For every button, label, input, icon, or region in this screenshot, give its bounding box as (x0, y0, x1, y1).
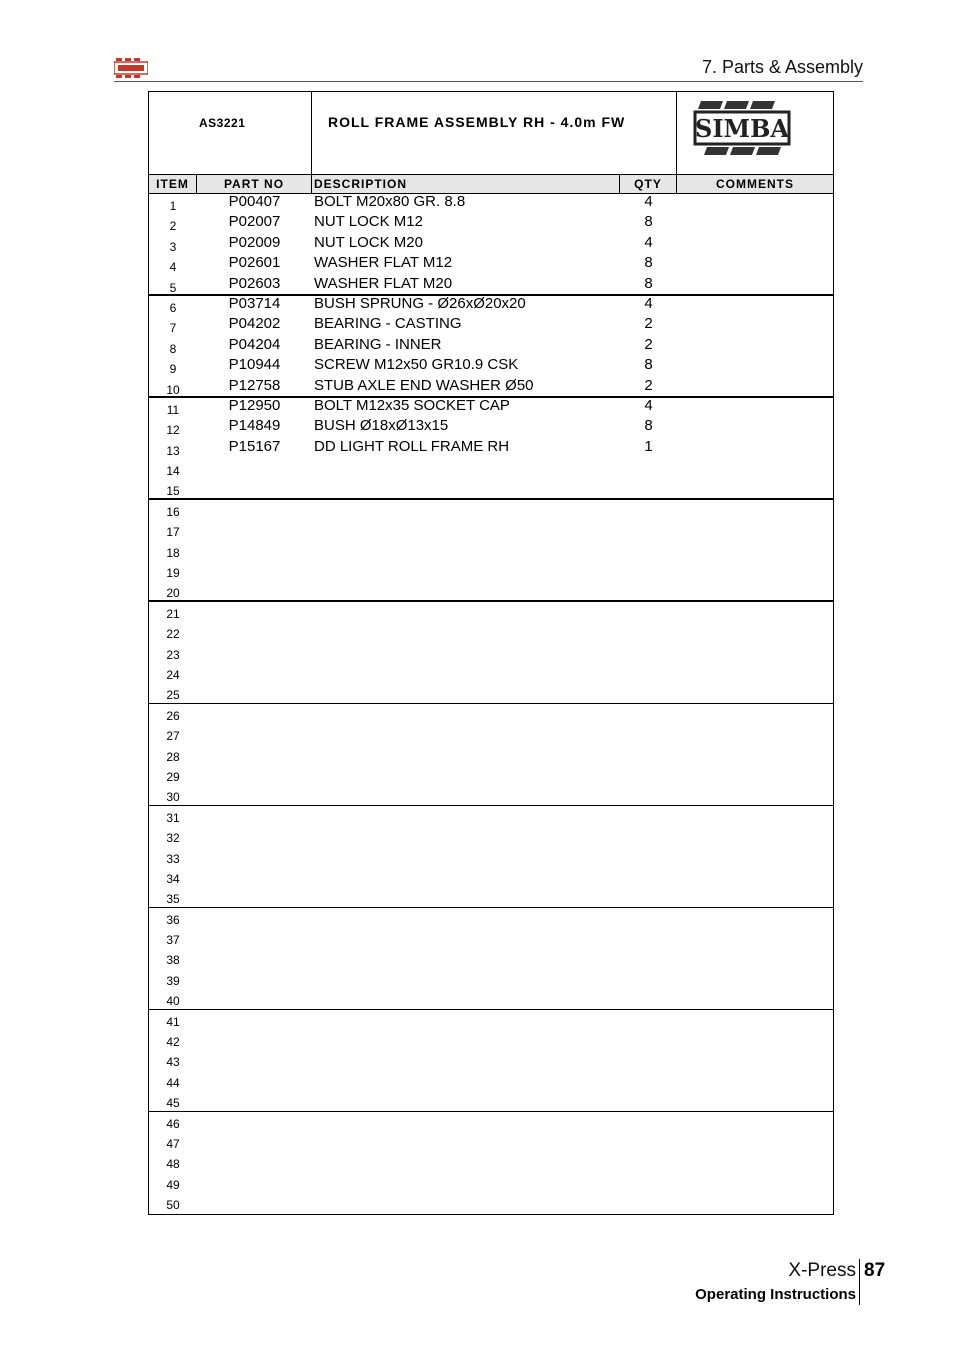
cell-item: 7 (169, 321, 177, 336)
cell-qty: 2 (644, 376, 653, 394)
parts-table-body (149, 194, 833, 1214)
cell-qty: 4 (644, 396, 653, 414)
table-row (149, 928, 833, 948)
cell-item: 26 (166, 708, 180, 723)
cell-desc: BEARING - INNER (314, 335, 442, 353)
col-item: ITEM (149, 175, 197, 193)
cell-qty: 8 (644, 213, 653, 231)
table-row (149, 276, 833, 296)
cell-item: 5 (169, 280, 177, 295)
cell-item: 47 (166, 1136, 180, 1151)
cell-item: 14 (166, 464, 180, 479)
cell-part: P02007 (228, 213, 281, 231)
cell-part: P04204 (228, 335, 281, 353)
table-row (149, 948, 833, 968)
product-name: X-Press (788, 1260, 856, 1281)
cell-part: P02603 (228, 274, 281, 292)
cell-item: 30 (166, 790, 180, 805)
cell-item: 11 (166, 402, 180, 417)
cell-item: 31 (166, 810, 180, 825)
cell-item: 40 (166, 994, 180, 1009)
cell-item: 37 (166, 933, 180, 948)
cell-desc: NUT LOCK M12 (314, 213, 423, 231)
cell-part: P04202 (228, 315, 281, 333)
parts-sheet (148, 91, 834, 1215)
table-row (149, 867, 833, 887)
cell-item: 41 (166, 1014, 180, 1029)
table-row (149, 357, 833, 377)
cell-item: 8 (169, 341, 177, 356)
cell-item: 9 (169, 362, 177, 377)
cell-desc: BUSH SPRUNG - Ø26xØ20x20 (314, 294, 526, 312)
table-row (149, 785, 833, 805)
simba-logo-large (677, 92, 833, 174)
cell-item: 17 (166, 525, 180, 540)
table-row (149, 622, 833, 642)
table-row (149, 520, 833, 540)
table-row (149, 1193, 833, 1213)
cell-desc: STUB AXLE END WASHER Ø50 (314, 376, 534, 394)
table-row (149, 1173, 833, 1193)
cell-item: 13 (166, 443, 180, 458)
assembly-title-cell (312, 92, 677, 174)
cell-desc: BEARING - CASTING (314, 315, 462, 333)
table-row (149, 704, 833, 724)
table-row (149, 806, 833, 826)
table-row (149, 296, 833, 316)
cell-qty: 8 (644, 417, 653, 435)
table-row (149, 969, 833, 989)
table-row (149, 418, 833, 438)
cell-item: 12 (166, 423, 180, 438)
cell-item: 18 (166, 545, 180, 560)
table-row (149, 378, 833, 398)
cell-qty: 2 (644, 315, 653, 333)
table-row (149, 1091, 833, 1111)
table-row (149, 663, 833, 683)
cell-item: 48 (166, 1157, 180, 1172)
cell-qty: 1 (644, 437, 653, 455)
cell-item: 34 (166, 871, 180, 886)
table-row (149, 847, 833, 867)
cell-item: 22 (166, 627, 180, 642)
cell-item: 38 (166, 953, 180, 968)
cell-item: 32 (166, 831, 180, 846)
footer-subtitle: Operating Instructions (695, 1286, 856, 1303)
table-row (149, 643, 833, 663)
cell-part: P15167 (228, 437, 281, 455)
cell-item: 28 (166, 749, 180, 764)
assembly-code-cell (149, 92, 312, 174)
table-row (149, 214, 833, 234)
table-row (149, 1030, 833, 1050)
cell-item: 43 (166, 1055, 180, 1070)
cell-item: 23 (166, 647, 180, 662)
table-row (149, 581, 833, 601)
table-row (149, 602, 833, 622)
table-row (149, 908, 833, 928)
cell-qty: 8 (644, 254, 653, 272)
cell-part: P02601 (228, 254, 281, 272)
cell-item: 49 (166, 1177, 180, 1192)
cell-part: P14849 (228, 417, 281, 435)
assembly-code: AS3221 (199, 116, 246, 130)
cell-desc: WASHER FLAT M20 (314, 274, 453, 292)
cell-qty: 8 (644, 274, 653, 292)
cell-item: 25 (166, 688, 180, 703)
table-row (149, 1132, 833, 1152)
cell-qty: 2 (644, 335, 653, 353)
cell-item: 33 (166, 851, 180, 866)
cell-item: 10 (166, 382, 180, 397)
col-part-no: PART NO (197, 175, 312, 193)
cell-item: 44 (166, 1075, 180, 1090)
cell-item: 4 (169, 260, 177, 275)
cell-desc: DD LIGHT ROLL FRAME RH (314, 437, 510, 455)
footer-divider (859, 1259, 860, 1305)
cell-part: P12758 (228, 376, 281, 394)
cell-qty: 4 (644, 193, 653, 210)
cell-item: 45 (166, 1096, 180, 1111)
cell-item: 50 (166, 1198, 180, 1213)
cell-item: 15 (166, 484, 180, 499)
section-title: 7. Parts & Assembly (701, 57, 863, 77)
table-row (149, 255, 833, 275)
table-row (149, 398, 833, 418)
table-row (149, 500, 833, 520)
cell-qty: 4 (644, 294, 653, 312)
cell-desc: SCREW M12x50 GR10.9 CSK (314, 356, 519, 374)
cell-desc: BOLT M12x35 SOCKET CAP (314, 396, 510, 414)
cell-item: 24 (166, 667, 180, 682)
cell-desc: BUSH Ø18xØ13x15 (314, 417, 449, 435)
col-description: DESCRIPTION (312, 175, 620, 193)
table-row (149, 235, 833, 255)
sheet-title-row (149, 92, 833, 174)
col-comments: COMMENTS (716, 177, 794, 191)
cell-part: P02009 (228, 233, 281, 251)
cell-item: 3 (169, 239, 177, 254)
simba-logo-text: SIMBA (694, 114, 790, 143)
cell-item: 20 (166, 586, 180, 601)
table-row (149, 724, 833, 744)
table-row (149, 337, 833, 357)
cell-item: 42 (166, 1035, 180, 1050)
cell-part: P12950 (228, 396, 281, 414)
cell-item: 29 (166, 769, 180, 784)
table-row (149, 561, 833, 581)
table-row (149, 1010, 833, 1030)
cell-desc: NUT LOCK M20 (314, 233, 423, 251)
table-row (149, 316, 833, 336)
cell-item: 2 (169, 219, 177, 234)
table-row (149, 887, 833, 907)
cell-qty: 8 (644, 356, 653, 374)
cell-item: 39 (166, 973, 180, 988)
cell-item: 27 (166, 729, 180, 744)
cell-item: 46 (166, 1116, 180, 1131)
table-row (149, 1050, 833, 1070)
cell-item: 19 (166, 566, 180, 581)
table-row (149, 1071, 833, 1091)
cell-item: 36 (166, 912, 180, 927)
table-row (149, 826, 833, 846)
assembly-title: ROLL FRAME ASSEMBLY RH - 4.0m FW (328, 114, 626, 130)
table-row (149, 745, 833, 765)
table-row (149, 479, 833, 499)
table-row (149, 1112, 833, 1132)
table-row (149, 541, 833, 561)
simba-logo-small (114, 57, 148, 79)
cell-part: P00407 (228, 193, 281, 210)
cell-part: P10944 (228, 356, 281, 374)
cell-item: 35 (166, 892, 180, 907)
table-row (149, 439, 833, 459)
table-row (149, 194, 833, 214)
table-row (149, 683, 833, 703)
col-qty: QTY (620, 175, 677, 193)
cell-item: 21 (166, 606, 180, 621)
table-row (149, 765, 833, 785)
page-number: 87 (864, 1260, 886, 1281)
table-row (149, 989, 833, 1009)
cell-item: 1 (169, 199, 177, 213)
cell-item: 16 (166, 504, 180, 519)
cell-qty: 4 (644, 233, 653, 251)
cell-desc: WASHER FLAT M12 (314, 254, 453, 272)
table-row (149, 459, 833, 479)
table-row (149, 1152, 833, 1172)
cell-desc: BOLT M20x80 GR. 8.8 (314, 193, 466, 210)
cell-part: P03714 (228, 294, 281, 312)
cell-item: 6 (169, 300, 177, 315)
column-header-row (149, 174, 833, 194)
header-divider (114, 81, 863, 82)
